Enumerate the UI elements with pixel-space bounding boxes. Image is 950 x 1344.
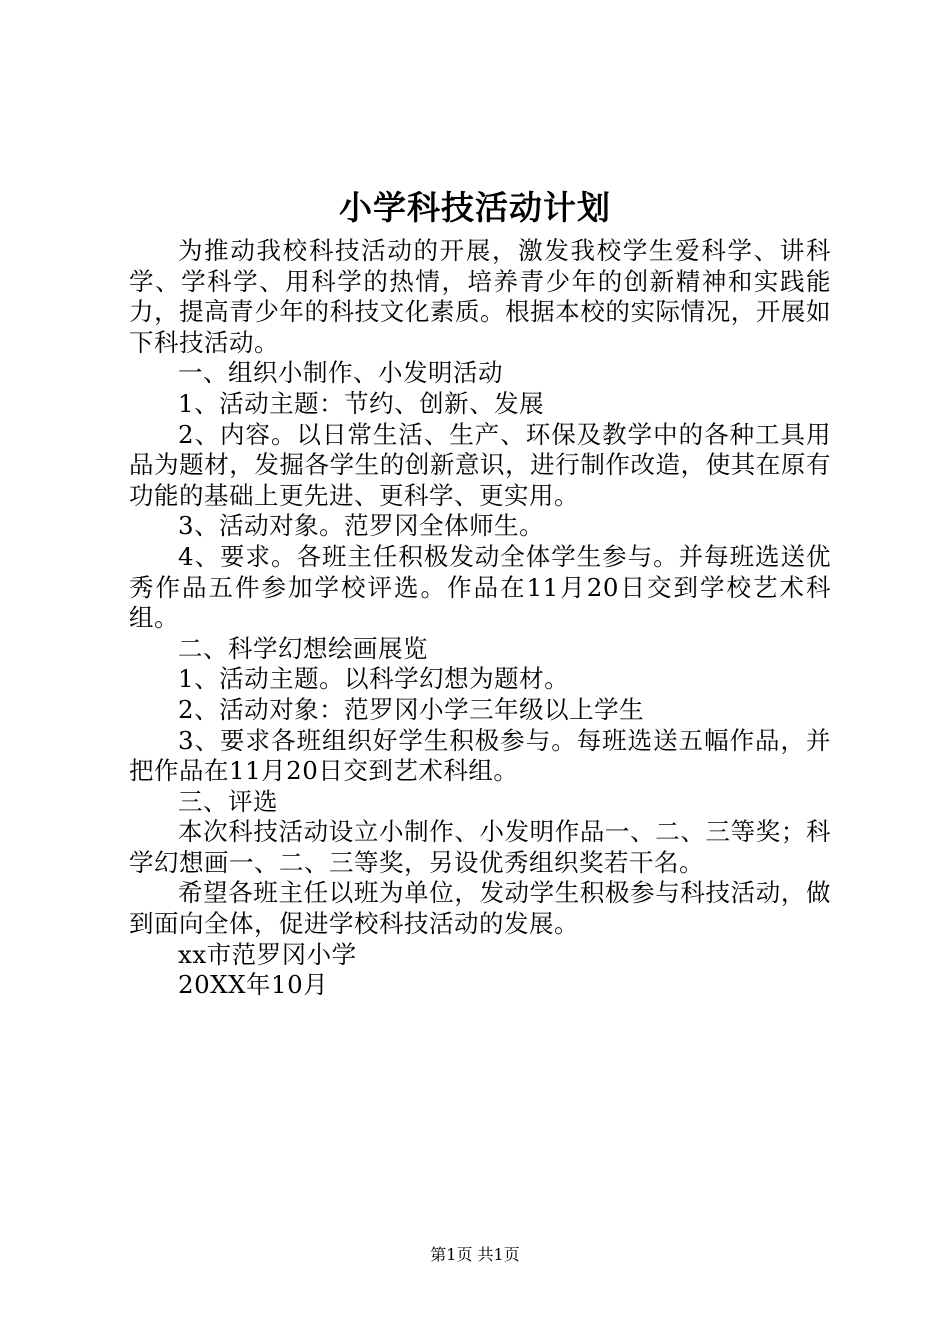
section-2-item-3: 3、要求各班组织好学生积极参与。每班选送五幅作品，并把作品在11月20日交到艺术科组。: [129, 725, 831, 786]
section-heading-3: 三、评选: [178, 786, 278, 816]
closing-paragraph: 希望各班主任以班为单位，发动学生积极参与科技活动，做到面向全体，促进学校科技活动的发展。: [129, 878, 831, 939]
section-1-item-3: 3、活动对象。范罗冈全体师生。: [178, 511, 545, 541]
document-body: [129, 236, 831, 1001]
document-title: 小学科技活动计划: [339, 188, 611, 227]
section-1-item-2: 2、内容。以日常生活、生产、环保及教学中的各种工具用品为题材，发掘各学生的创新意识，进行制作改造，使其在原有功能的基础上更先进、更科学、更实用。: [129, 419, 831, 510]
page-footer: 第1页 共1页: [430, 1245, 520, 1264]
section-heading-2: 二、科学幻想绘画展览: [178, 633, 428, 663]
section-heading-1: 一、组织小制作、小发明活动: [178, 358, 503, 388]
section-2-item-2: 2、活动对象：范罗冈小学三年级以上学生: [178, 694, 645, 724]
section-3-paragraph: 本次科技活动设立小制作、小发明作品一、二、三等奖；科学幻想画一、二、三等奖，另设优秀组织奖若干名。: [129, 817, 831, 877]
signature-school: xx市范罗冈小学: [178, 939, 357, 969]
section-1-item-1: 1、活动主题：节约、创新、发展: [178, 388, 545, 418]
section-1-item-4: 4、要求。各班主任积极发动全体学生参与。并每班选送优秀作品五件参加学校评选。作品在11月20日交到学校艺术科组。: [129, 541, 831, 633]
section-2-item-1: 1、活动主题。以科学幻想为题材。: [178, 664, 570, 694]
intro-paragraph: 为推动我校科技活动的开展，激发我校学生爱科学、讲科学、学科学、用科学的热情，培养青少年的创新精神和实践能力，提高青少年的科技文化素质。根据本校的实际情况，开展如下科技活动。: [129, 236, 831, 357]
signature-date: 20XX年10月: [178, 970, 329, 1000]
